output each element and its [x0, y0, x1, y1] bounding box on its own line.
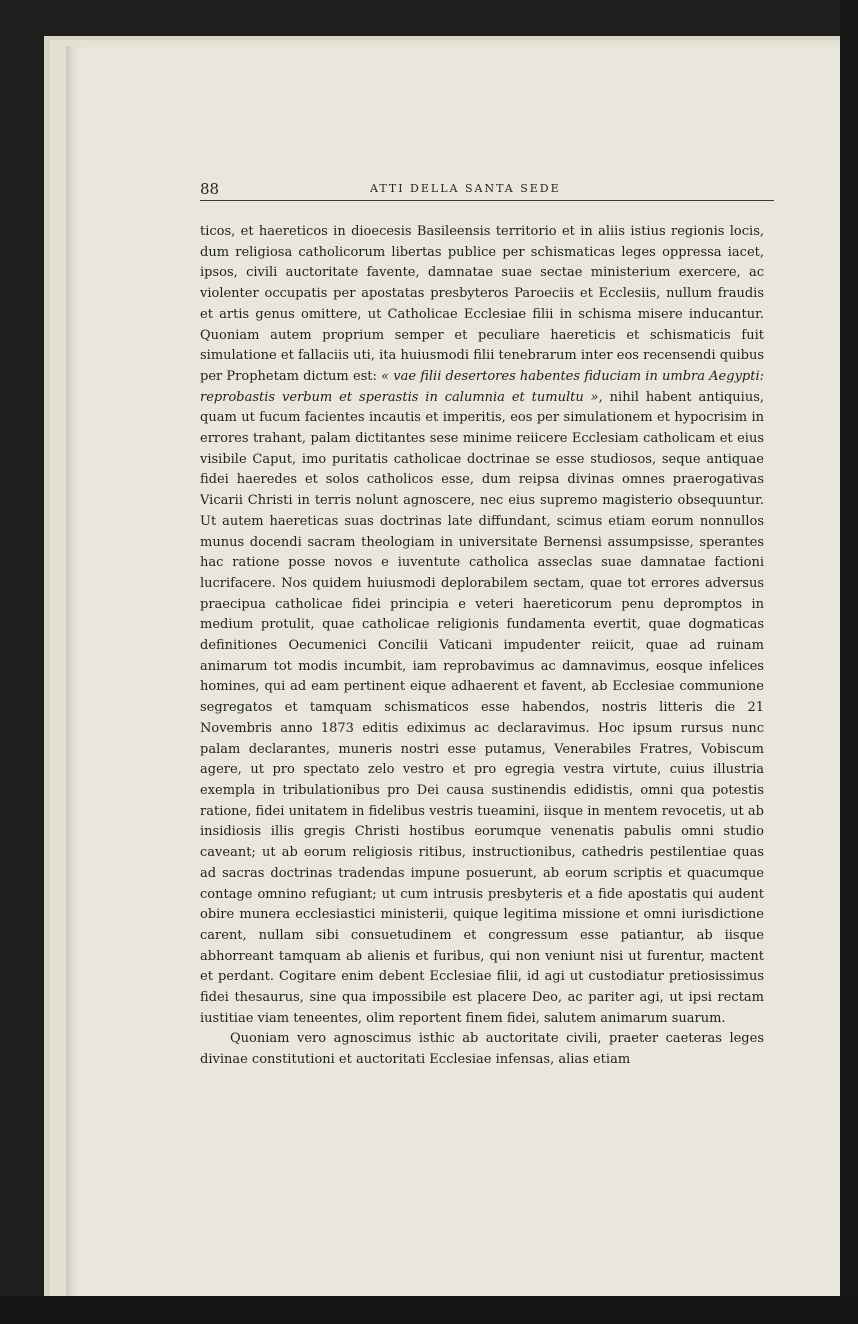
- page-number: 88: [200, 180, 220, 198]
- page-header: [200, 176, 774, 201]
- scan-border-right: [840, 0, 858, 1324]
- running-head: ATTI DELLA SANTA SEDE: [370, 182, 561, 195]
- body-text: [200, 222, 764, 1071]
- paragraph-1-start: ticos, et haereticos in dioecesis Basileensis territorio et in aliis istius regionis locis, dum religiosa catholicorum libertas publice per schismaticas leges oppressa iacet, ipsos, civili auctoritate favente, damnatae suae sectae ministerium exercere, ac violenter occupatis per apostatas presbyteros Paroeciis et Ecclesiis, nullum fraudis et artis genus omittere, ut Catholicae Ecclesiae filii in schisma misere inducantur. Quoniam autem proprium semper et peculiare haereticis et schismaticis fuit simulatione et fallaciis uti, ita huiusmodi filii tenebrarum inter eos recensendi quibus per Prophetam dictum est:: [200, 224, 764, 384]
- paragraph-1: [200, 222, 764, 1029]
- paragraph-2: Quoniam vero agnoscimus isthic ab auctoritate civili, praeter caeteras leges divinae constitutioni et auctoritati Ecclesiae infensas, alias etiam: [200, 1031, 764, 1068]
- prophet-quote: « vae filii desertores habentes fiduciam in umbra Aegypti: reprobastis verbum et sperastis in calumnia et tumultu »: [200, 368, 764, 405]
- scan-border-bottom: [0, 1296, 858, 1324]
- paragraph-1-end: , nihil habent antiquius, quam ut fucum facientes incautis et imperitis, eos per simulationem et hypocrisim in errores trahant, palam dictitantes sese minime reiicere Ecclesiam catholicam et eius visibile Caput, imo puritatis catholicae doctrinae se esse studiosos, seque antiquae fidei haeredes et solos catholicos esse, dum reipsa divinas omnes praerogativas Vicarii Christi in terris nolunt agnoscere, nec eius supremo magisterio obsequuntur. Ut autem haereticas suas doctrinas late diffundant, scimus etiam eorum nonnullos munus docendi sacram theologiam in universitate Bernensi assumpsisse, sperantes hac ratione posse novos e iuventute catholica asseclas suae damnatae factioni lucrifacere. Nos quidem huiusmodi deplorabilem sectam, quae tot errores adversus praecipua catholicae fidei principia e veteri haereticorum penu depromptos in medium protulit, quae catholicae religionis fundamenta evertit, quae dogmaticas definitiones Oecumenici Concilii Vaticani impudenter reiicit, quae ad ruinam animarum tot modis incumbit, iam reprobavimus ac damnavimus, eosque infelices homines, qui ad eam pertinent eique adhaerent et favent, ab Ecclesiae communione segregatos et tamquam schismaticos esse habendos, nostris litteris die 21 Novembris anno 1873 editis ediximus ac declaravimus. Hoc ipsum rursus nunc palam declarantes, muneris nostri esse putamus, Venerabiles Fratres, Vobiscum agere, ut pro spectato zelo vestro et pro egregia vestra virtute, cuius illustria exempla in tribulationibus pro Dei causa sustinendis edidistis, omni qua potestis ratione, fidei unitatem in fidelibus vestris tueamini, iisque in mentem revocetis, ut ab insidiosis illis gregis Christi hostibus eorumque venenatis pabulis omni studio caveant; ut ab eorum religiosis ritibus, instructionibus, cathedris pestilentiae quas ad sacras doctrinas tradendas impune posuerunt, ab eorum scriptis et quacumque contage omnino refugiant; ut cum intrusis presbyteris et a fide apostatis qui audent obire munera ecclesiastici ministerii, quique legitima missione et omni iurisdictione carent, nullam sibi consuetudinem et congressum esse patiantur, ab iisque abhorreant tamquam ab alienis et furibus, qui non veniunt nisi ut furentur, mactent et perdant. Cogitare enim debent Ecclesiae filii, id agi ut custodiatur pretiosissimus fidei thesaurus, sine qua impossibile est placere Deo, ac pariter agi, ut ipsi rectam iustitiae viam teneentes, olim reportent finem fidei, salutem animarum suarum.: [200, 389, 765, 1026]
